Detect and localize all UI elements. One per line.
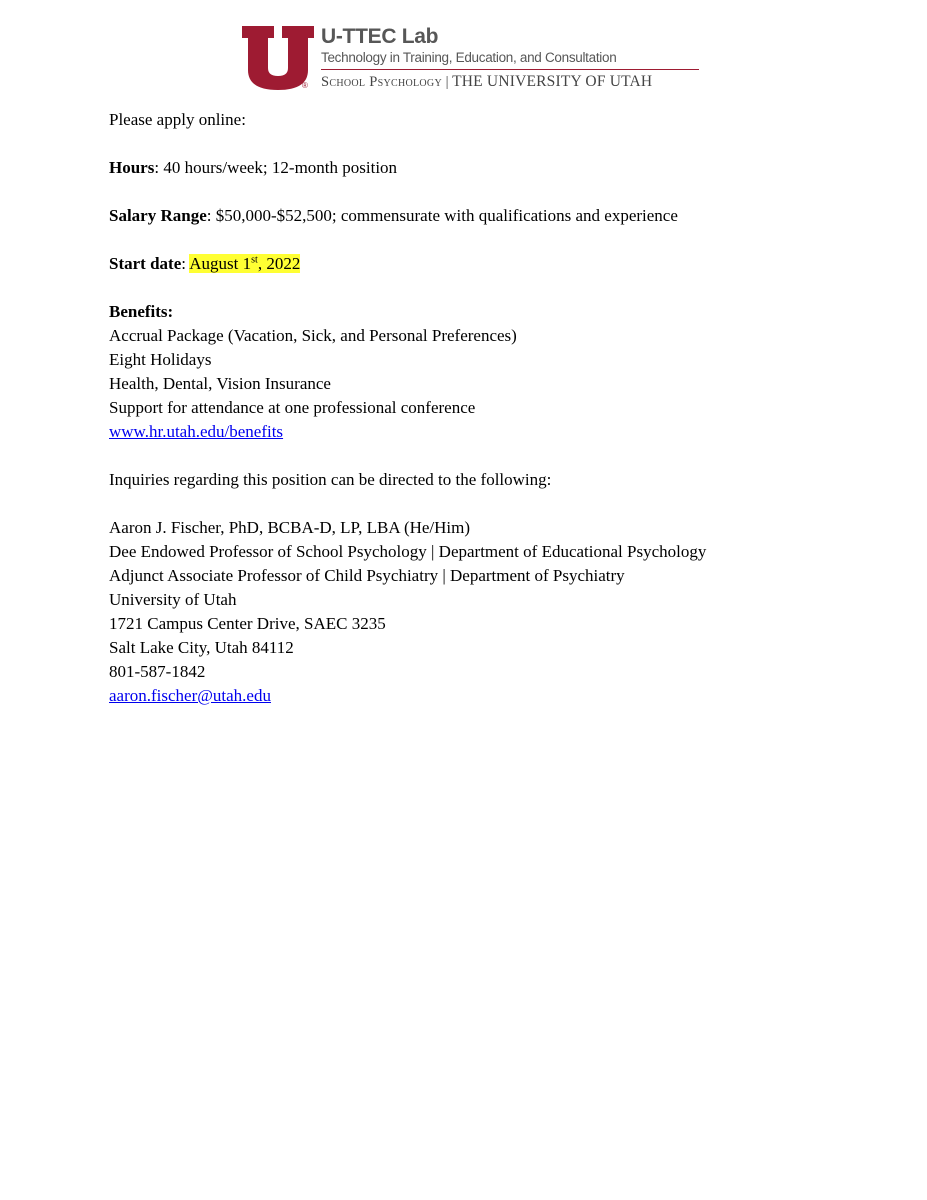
salary-value: : $50,000-$52,500; commensurate with qualifications and experience bbox=[206, 206, 678, 225]
department-name: School Psychology bbox=[321, 74, 442, 90]
lab-name: U-TTEC Lab bbox=[321, 25, 439, 48]
benefit-item: Support for attendance at one professional conference bbox=[109, 398, 476, 417]
start-date-colon: : bbox=[181, 254, 190, 273]
start-date-value bbox=[189, 254, 300, 273]
contact-title-primary: Dee Endowed Professor of School Psychology | Department of Educational Psychology bbox=[109, 542, 707, 561]
contact-email-line bbox=[109, 684, 889, 708]
contact-address-city: Salt Lake City, Utah 84112 bbox=[109, 638, 294, 657]
hours-label: Hours bbox=[109, 158, 155, 177]
contact-address-street: 1721 Campus Center Drive, SAEC 3235 bbox=[109, 614, 386, 633]
hours-value: : 40 hours/week; 12-month position bbox=[154, 158, 398, 177]
lab-tagline: Technology in Training, Education, and Consultation bbox=[321, 50, 617, 65]
contact-institution: University of Utah bbox=[109, 590, 237, 609]
benefit-item: Eight Holidays bbox=[109, 350, 212, 369]
start-date-month-day: August 1 bbox=[189, 254, 252, 273]
hours-line bbox=[109, 156, 889, 180]
department-separator: | bbox=[441, 74, 453, 90]
contact-phone: 801-587-1842 bbox=[109, 662, 206, 681]
contact-name: Aaron J. Fischer, PhD, BCBA-D, LP, LBA (He/Him) bbox=[109, 518, 471, 537]
benefit-item: Accrual Package (Vacation, Sick, and Personal Preferences) bbox=[109, 326, 517, 345]
department-line bbox=[321, 73, 652, 91]
header-divider bbox=[321, 69, 699, 70]
benefits-link-line bbox=[109, 420, 889, 444]
registered-mark: ® bbox=[302, 81, 308, 90]
start-date-label: Start date bbox=[109, 254, 182, 273]
apply-online-text: Please apply online: bbox=[109, 110, 246, 129]
start-date-year: , 2022 bbox=[257, 254, 301, 273]
start-date-suffix: st bbox=[251, 254, 258, 266]
university-name: THE UNIVERSITY OF UTAH bbox=[452, 73, 653, 90]
contact-email-link[interactable]: aaron.fischer@utah.edu bbox=[109, 686, 271, 705]
salary-label: Salary Range bbox=[109, 206, 207, 225]
inquiries-text: Inquiries regarding this position can be directed to the following: bbox=[109, 470, 552, 489]
contact-title-secondary: Adjunct Associate Professor of Child Psychiatry | Department of Psychiatry bbox=[109, 566, 625, 585]
letterhead bbox=[240, 24, 710, 94]
benefits-link[interactable]: www.hr.utah.edu/benefits bbox=[109, 422, 284, 441]
salary-line bbox=[109, 204, 889, 228]
start-date-line bbox=[109, 252, 889, 276]
document-body bbox=[109, 108, 889, 708]
benefits-heading: Benefits: bbox=[109, 302, 174, 321]
benefit-item: Health, Dental, Vision Insurance bbox=[109, 374, 331, 393]
